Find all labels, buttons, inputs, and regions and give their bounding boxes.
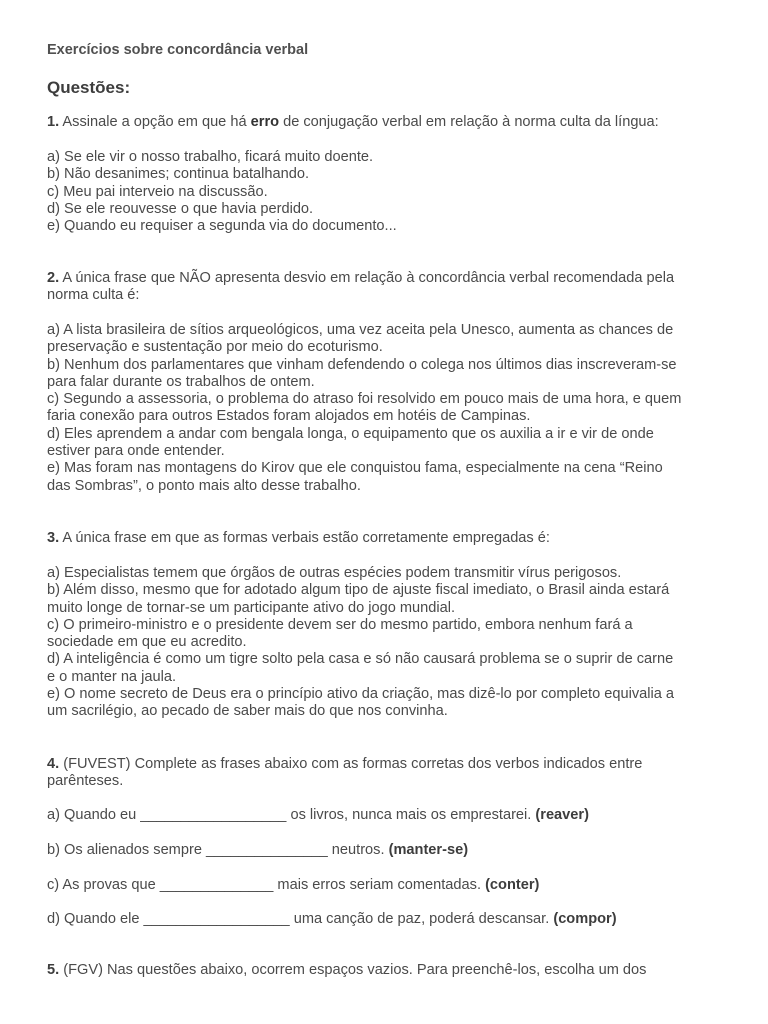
option-c: c) Segundo a assessoria, o problema do atraso foi resolvido em pouco mais de uma hora, e quem — [47, 391, 682, 408]
question-text: parênteses. — [47, 773, 124, 790]
option-d-cont: estiver para onde entender. — [47, 443, 225, 460]
document-title: Exercícios sobre concordância verbal — [47, 42, 309, 58]
question-4 — [47, 756, 737, 791]
option-c: c) O primeiro-ministro e o presidente devem ser do mesmo partido, embora nenhum fará a — [47, 616, 633, 633]
fill-in-text: a) Quando eu __________________ os livros, nunca mais os emprestarei. — [47, 807, 536, 823]
fill-in-item-a — [47, 807, 589, 824]
question-number: 5. — [47, 962, 60, 978]
option-b-cont: muito longe de tornar-se um participante ativo do jogo mundial. — [47, 599, 456, 616]
option-b-cont: para falar durante os trabalhos de ontem. — [47, 373, 315, 390]
question-3 — [47, 530, 737, 547]
question-number: 1. — [47, 114, 60, 130]
option-e-cont: um sacrilégio, ao pecado de saber mais do que nos convinha. — [47, 703, 448, 720]
fill-in-text: b) Os alienados sempre _______________ neutros. — [47, 842, 389, 858]
question-5 — [47, 962, 737, 979]
option-a: a) Especialistas temem que órgãos de outras espécies podem transmitir vírus perigosos. — [47, 565, 622, 581]
question-2-options — [47, 322, 737, 495]
question-number: 2. — [47, 270, 60, 286]
question-text: A única frase em que as formas verbais estão corretamente empregadas é: — [59, 530, 550, 546]
question-2 — [47, 270, 737, 305]
verb-hint: (compor) — [553, 911, 617, 927]
question-1 — [47, 114, 737, 131]
verb-hint: (conter) — [485, 877, 540, 893]
question-text: A única frase que NÃO apresenta desvio em relação à concordância verbal recomendada pela — [59, 270, 675, 286]
option-a: a) Se ele vir o nosso trabalho, ficará muito doente. — [47, 149, 374, 165]
question-3-statement — [47, 530, 737, 547]
verb-hint: (reaver) — [535, 807, 589, 823]
emphasis-word: erro — [250, 114, 280, 130]
fill-in-item-c — [47, 877, 539, 894]
question-number: 4. — [47, 756, 60, 772]
option-e: e) Mas foram nas montagens do Kirov que ele conquistou fama, especialmente na cena “Reino — [47, 460, 663, 477]
fill-in-item-b — [47, 842, 468, 859]
question-text: (FGV) Nas questões abaixo, ocorrem espaços vazios. Para preenchê-los, escolha um dos — [59, 962, 647, 978]
option-d: d) A inteligência é como um tigre solto pela casa e só não causará problema se o suprir de carne — [47, 651, 674, 668]
option-d: d) Se ele reouvesse o que havia perdido. — [47, 200, 314, 217]
question-1-options — [47, 149, 737, 235]
option-e: e) O nome secreto de Deus era o princípio ativo da criação, mas dizê-lo por completo equivalia a — [47, 686, 675, 703]
questions-heading: Questões: — [47, 78, 131, 97]
option-e: e) Quando eu requiser a segunda via do documento... — [47, 218, 397, 235]
option-d-cont: e o manter na jaula. — [47, 668, 176, 685]
option-a-cont: preservação e sustentação por meio do ecoturismo. — [47, 339, 383, 356]
verb-hint: (manter-se) — [388, 842, 469, 858]
option-c: c) Meu pai interveio na discussão. — [47, 183, 268, 200]
option-a: a) A lista brasileira de sítios arqueológicos, uma vez aceita pela Unesco, aumenta as chances de — [47, 322, 674, 338]
question-4-statement — [47, 756, 737, 773]
question-number: 3. — [47, 530, 60, 546]
fill-in-item-d — [47, 911, 617, 928]
option-c-cont: faria conexão para outros Estados foram alojados em hotéis de Campinas. — [47, 408, 531, 425]
question-1-statement — [47, 114, 737, 131]
question-2-statement — [47, 270, 737, 287]
question-3-options — [47, 565, 737, 721]
question-text: Assinale a opção em que há — [59, 114, 251, 130]
option-b: b) Nenhum dos parlamentares que vinham defendendo o colega nos últimos dias inscreveram-se — [47, 356, 677, 373]
question-5-statement — [47, 962, 737, 979]
fill-in-text: d) Quando ele __________________ uma canção de paz, poderá descansar. — [47, 911, 554, 927]
option-c-cont: sociedade em que eu acredito. — [47, 634, 247, 651]
fill-in-text: c) As provas que ______________ mais erros seriam comentadas. — [47, 877, 486, 893]
option-e-cont: das Sombras”, o ponto mais alto desse trabalho. — [47, 477, 361, 494]
question-text: de conjugação verbal em relação à norma culta da língua: — [279, 114, 659, 130]
option-b: b) Não desanimes; continua batalhando. — [47, 166, 310, 183]
question-text: norma culta é: — [47, 287, 140, 304]
option-b: b) Além disso, mesmo que for adotado algum tipo de ajuste fiscal imediato, o Brasil ainda estará — [47, 582, 670, 599]
question-text: (FUVEST) Complete as frases abaixo com as formas corretas dos verbos indicados entre — [59, 756, 643, 772]
option-d: d) Eles aprendem a andar com bengala longa, o equipamento que os auxilia a ir e vir de onde — [47, 425, 654, 442]
